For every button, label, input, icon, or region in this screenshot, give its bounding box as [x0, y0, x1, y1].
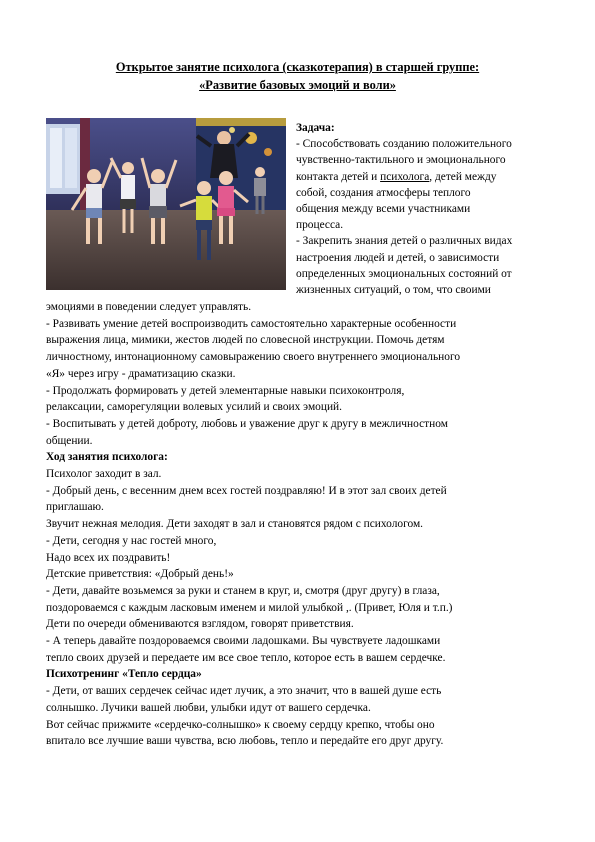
text-line: - Дети, от ваших сердечек сейчас идет лучик, а это значит, что в вашей душе есть	[46, 685, 442, 698]
text-line: эмоциями в поведении следует управлять.	[46, 301, 252, 313]
text-line: Надо всех их поздравить!	[46, 551, 171, 564]
text-line: - Закрепить знания детей о различных видах	[296, 235, 513, 248]
text-line: релаксации, саморегуляции волевых усилий и своих эмоций.	[46, 401, 342, 414]
text-line: выражения лица, мимики, жестов людей по словесной инструкции. Помочь детям	[46, 334, 445, 347]
text-line: - Воспитывать у детей доброту, любовь и уважение друг к другу в межличностном	[46, 417, 448, 430]
text-line: общении.	[46, 434, 93, 447]
text-line: «Я» через игру - драматизацию сказки.	[46, 367, 236, 380]
text-segment: контакта детей и	[296, 170, 381, 183]
text-line: приглашаю.	[46, 501, 104, 514]
text-line: солнышко. Лучики вашей любви, улыбки идут от вашего сердечка.	[46, 701, 371, 714]
text-line: - Способствовать созданию положительного	[296, 138, 512, 151]
text-line: чувственно-тактильного и эмоционального	[296, 154, 506, 167]
text-line: - Дети, сегодня у нас гостей много,	[46, 534, 217, 547]
text-line: - Добрый день, с весенним днем всех гостей поздравляю! И в этот зал своих детей	[46, 484, 447, 497]
title-line-2: «Развитие базовых эмоций и воли»	[199, 78, 396, 92]
text-line: Психолог заходит в зал.	[46, 468, 162, 481]
text-line: Детские приветствия: «Добрый день!»	[46, 568, 234, 581]
text-line: - Развивать умение детей воспроизводить самостоятельно характерные особенности	[46, 317, 457, 330]
document-title	[40, 58, 555, 94]
text-line: определенных эмоциональных состояний от	[296, 267, 512, 280]
text-line: личностному, интонационному самовыражению своего внутреннего эмоционального	[46, 351, 461, 364]
document-body	[46, 299, 561, 750]
text-line: - А теперь давайте поздороваемся своими ладошками. Вы чувствуете ладошками	[46, 635, 441, 648]
text-line: процесса.	[296, 219, 344, 232]
text-line: собой, создания атмосферы теплого	[296, 186, 471, 199]
text-line	[296, 169, 561, 185]
task-heading: Задача:	[296, 122, 335, 134]
text-line: поздороваемся с каждым ласковым именем и милой улыбкой ,. (Привет, Юля и т.п.)	[46, 601, 453, 614]
text-segment: , детей между	[429, 170, 497, 183]
text-line: настроения людей и детей, о зависимости	[296, 251, 500, 264]
text-line: тепло своих друзей и передаете им все свое тепло, которое есть в вашем сердечке.	[46, 651, 446, 664]
text-line: Вот сейчас прижмите «сердечко-солнышко» к своему сердцу крепко, чтобы оно	[46, 718, 435, 731]
section-heading-training: Психотренинг «Тепло сердца»	[46, 668, 202, 681]
text-line: общения между всеми участниками	[296, 203, 471, 216]
text-line: Дети по очереди обмениваются взглядом, говорят приветствия.	[46, 618, 354, 631]
text-line: - Продолжать формировать у детей элементарные навыки психоконтроля,	[46, 384, 405, 397]
section-heading-lesson-flow: Ход занятия психолога:	[46, 451, 168, 464]
psychologist-link[interactable]: психолога	[380, 170, 430, 183]
title-line-1: Открытое занятие психолога (сказкотерапия) в старшей группе:	[115, 60, 480, 74]
text-line: Звучит нежная мелодия. Дети заходят в зал и становятся рядом с психологом.	[46, 518, 423, 531]
text-line: впитало все лучшие ваши чувства, всю любовь, тепло и передайте его друг другу.	[46, 735, 444, 748]
text-line: жизненных ситуаций, о том, что своими	[296, 284, 491, 297]
task-column	[296, 120, 561, 298]
photo-children-dancing	[46, 118, 286, 290]
text-line: - Дети, давайте возьмемся за руки и станем в круг, и, смотря (друг другу) в глаза,	[46, 584, 440, 597]
